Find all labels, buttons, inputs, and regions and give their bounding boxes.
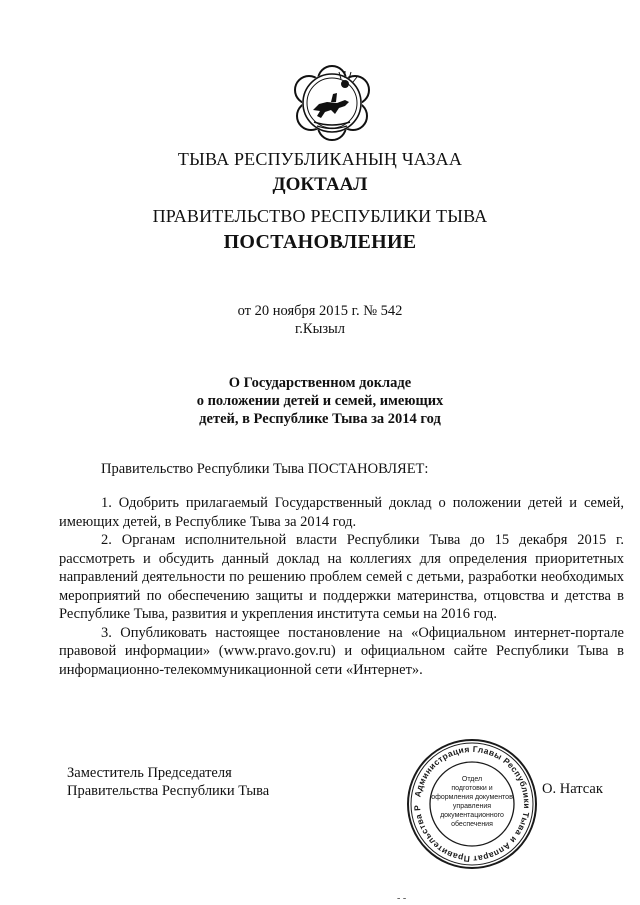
stamp-center-line: подготовки и	[451, 785, 493, 792]
emblem-graphic-icon	[287, 58, 377, 148]
stamp-center-line: Отдел	[461, 776, 483, 783]
header-government: ПРАВИТЕЛЬСТВО РЕСПУБЛИКИ ТЫВА	[152, 206, 488, 226]
position-line: Заместитель Председателя	[67, 765, 232, 781]
signatory-position	[67, 764, 269, 800]
stamp-ring-text: Администрация Главы Республики Тыва и Аппарат Правительства Р	[411, 743, 533, 865]
page-number: - -	[397, 893, 407, 904]
header-tyva-government: ТЫВА РЕСПУБЛИКАНЫҢ ЧАЗАА	[177, 149, 463, 169]
stamp-seal-icon	[405, 737, 539, 871]
stamp-center-line: документационного	[440, 812, 504, 819]
preamble: Правительство Республики Тыва ПОСТАНОВЛЯЕТ:	[101, 461, 429, 477]
coat-of-arms-emblem	[287, 58, 377, 148]
title-line: О Государственном докладе	[228, 375, 412, 391]
paragraph-3: 3. Опубликовать настоящее постановление на «Официальном интернет-портале правовой информации» (www.pravo.gov.ru) и официальном сайте Республики Тыва в информационно-телекоммуникационной сети «Интернет».	[59, 624, 624, 678]
stamp-center-line: оформления документов	[431, 794, 513, 801]
title-line: о положении детей и семей, имеющих	[196, 393, 444, 409]
official-stamp	[405, 737, 539, 871]
paragraph-1: 1. Одобрить прилагаемый Государственный доклад о положении детей и семей, имеющих детей, в Республике Тыва за 2014 год.	[59, 495, 624, 530]
decree-city: г.Кызыл	[294, 321, 346, 337]
signatory-name: О. Натсак	[542, 781, 603, 797]
header-doktaal: ДОКТААЛ	[272, 174, 368, 195]
stamp-center-line: обеспечения	[451, 821, 493, 828]
paragraph-2: 2. Органам исполнительной власти Республики Тыва до 15 декабря 2015 г. рассмотреть и обсудить данный доклад на коллегиях для определения приоритетных направлений деятельности по решению проблем семей с детьми, разработки необходимых мероприятий по обеспечению защиты и поддержки материнства, отцовства и детства в Республике Тыва, развития и укрепления института семьи на 2016 год.	[59, 532, 624, 622]
decree-body	[59, 494, 624, 679]
header-decree-title: ПОСТАНОВЛЕНИЕ	[223, 231, 417, 253]
title-line: детей, в Республике Тыва за 2014 год	[199, 411, 441, 427]
position-line: Правительства Республики Тыва	[67, 783, 270, 799]
decree-subject-title	[0, 374, 640, 428]
decree-date-number: от 20 ноября 2015 г. № 542	[237, 303, 403, 319]
stamp-center-line: управления	[452, 803, 492, 810]
